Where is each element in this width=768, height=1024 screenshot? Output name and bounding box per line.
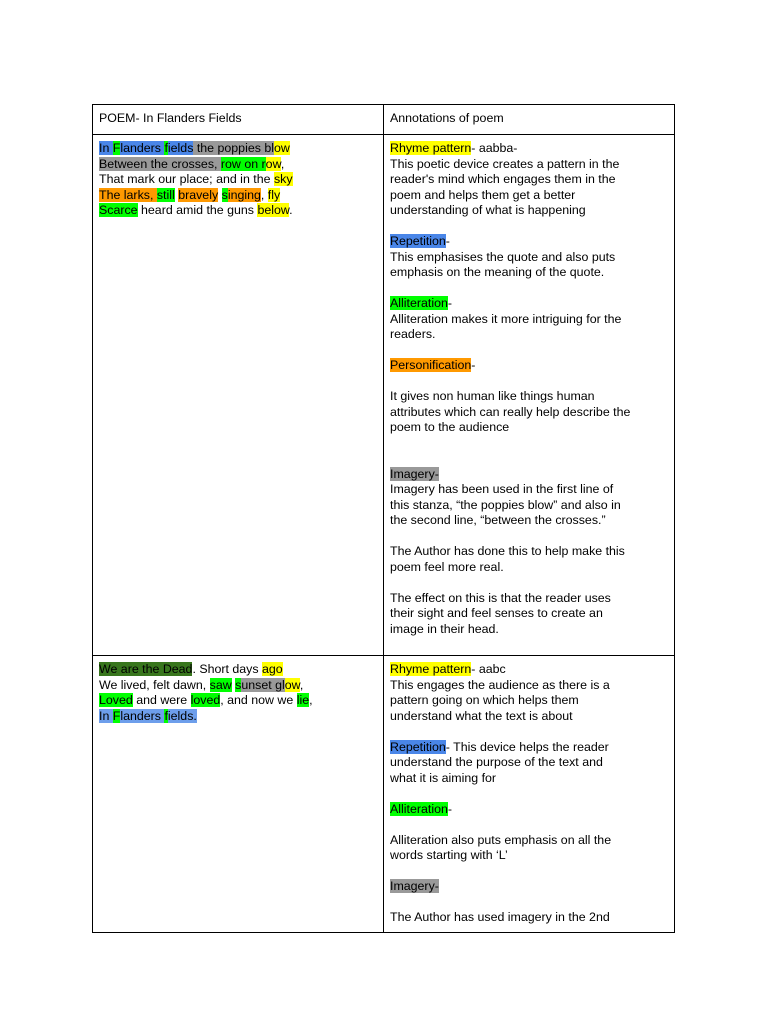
stanza-row-1 (93, 135, 675, 656)
personification-suffix: - (471, 358, 476, 372)
poem-header-cell (93, 105, 384, 135)
rhyme-label: Rhyme pattern (390, 141, 472, 155)
alliteration-label: Alliteration (390, 801, 448, 816)
alliteration-text-line: Alliteration makes it more intriguing for the (390, 311, 622, 326)
poem-segment: ields (167, 141, 194, 155)
rhyme-text-line: reader's mind which engages them in the (390, 172, 616, 186)
poem-segment: We are the Dead (99, 662, 193, 676)
poem-segment: unset gl (241, 677, 285, 692)
poem-segment: ow (274, 141, 290, 155)
alliteration-text-line: words starting with ‘L’ (390, 848, 508, 862)
author-text-line: The Author has done this to help make this (390, 544, 625, 558)
poem-segment: fly (267, 187, 281, 202)
imagery-heading (390, 879, 668, 895)
repetition-heading (390, 234, 668, 250)
poem-segment: s (221, 187, 228, 202)
poem-segment: f (164, 708, 168, 723)
rhyme-heading (390, 662, 668, 678)
poem-segment: , (260, 187, 268, 202)
rhyme-label: Rhyme pattern (390, 662, 472, 676)
stanza-2-cell (93, 656, 384, 933)
imagery-text-line: the second line, “between the crosses.” (390, 513, 606, 527)
imagery-label: Imagery- (390, 466, 439, 481)
poem-line (99, 693, 377, 709)
poem-line (99, 141, 377, 157)
poem-segment: loved (190, 693, 221, 707)
poem-line (99, 172, 377, 188)
rhyme-text-line: understand what the text is about (390, 708, 573, 723)
annotation-table (92, 104, 675, 933)
rhyme-text-line: poem and helps them get a better (390, 187, 576, 202)
poem-segment: We lived, felt dawn, (99, 677, 210, 692)
personification-text-line: poem to the audience (390, 420, 510, 434)
imagery-text-line: this stanza, “the poppies blow” and also in (390, 497, 621, 512)
personification-heading (390, 358, 668, 374)
poem-segment: Between the crosses, (99, 156, 221, 171)
stanza-1-text (99, 141, 377, 219)
poem-segment: ields. (167, 708, 197, 723)
poem-segment: row on r (220, 156, 266, 171)
imagery-text-line: Imagery has been used in the first line of (390, 482, 614, 496)
rhyme-heading (390, 141, 668, 157)
poem-segment: and were (132, 693, 191, 707)
poem-segment: , (280, 156, 285, 171)
poem-segment: The larks, (99, 187, 157, 202)
repetition-text-line: This emphasises the quote and also puts (390, 249, 616, 264)
rhyme-value: - aabba- (471, 141, 518, 155)
alliteration-suffix: - (447, 296, 452, 310)
author-text-line: poem feel more real. (390, 559, 504, 574)
poem-segment: ago (262, 662, 283, 676)
annotation-header-cell (384, 105, 675, 135)
poem-segment: ow (265, 156, 281, 171)
poem-line (99, 709, 377, 725)
poem-header: POEM- In Flanders Fields (99, 111, 242, 125)
stanza-1-cell (93, 135, 384, 656)
poem-segment: lie (296, 693, 310, 707)
annotation-2-cell (384, 656, 675, 933)
poem-segment: still (156, 187, 175, 202)
poem-segment: bravely (178, 187, 219, 202)
rhyme-text-line: This engages the audience as there is a (390, 677, 610, 692)
imagery-text-line: The Author has used imagery in the 2nd (390, 910, 610, 924)
poem-segment: F (112, 141, 121, 155)
repetition-text-first: - This device helps the reader (445, 739, 609, 754)
poem-segment: Scarce (99, 203, 138, 217)
effect-text-line: image in their head. (390, 621, 499, 636)
poem-segment: Loved (99, 693, 133, 707)
alliteration-text-line: Alliteration also puts emphasis on all the (390, 832, 612, 847)
repetition-label: Repetition (390, 234, 446, 248)
alliteration-heading (390, 296, 668, 312)
repetition-label: Repetition (390, 739, 446, 754)
annotation-header: Annotations of poem (390, 111, 504, 125)
imagery-heading (390, 467, 668, 483)
poem-segment: heard amid the guns (137, 203, 258, 217)
poem-segment: landers (120, 141, 161, 155)
poem-segment: , and now we (220, 693, 297, 707)
poem-segment: f (164, 141, 168, 155)
poem-line (99, 203, 377, 219)
poem-segment: below (257, 203, 290, 217)
poem-segment: . Short days (192, 662, 263, 676)
poem-segment: That mark our place; and in the (99, 172, 274, 186)
repetition-text-line: emphasis on the meaning of the quote. (390, 265, 605, 279)
repetition-text-line: understand the purpose of the text and (390, 755, 603, 769)
poem-segment: inging (227, 187, 261, 202)
poem-line (99, 678, 377, 694)
effect-text-line: The effect on this is that the reader uses (390, 590, 611, 605)
poem-segment: sky (273, 172, 293, 186)
poem-segment: ow (284, 677, 300, 692)
personification-text-line: It gives non human like things human (390, 389, 595, 403)
poem-line (99, 157, 377, 173)
poem-segment: saw (209, 677, 232, 692)
alliteration-heading (390, 802, 668, 818)
imagery-label: Imagery- (390, 879, 439, 893)
poem-line (99, 662, 377, 678)
poem-segment: landers (120, 708, 165, 723)
rhyme-text-line: pattern going on which helps them (390, 693, 579, 707)
personification-label: Personification (390, 358, 472, 372)
alliteration-suffix: - (447, 801, 452, 816)
poem-segment: the poppies bl (193, 141, 274, 155)
rhyme-text-line: This poetic device creates a pattern in the (390, 156, 620, 171)
poem-segment: F (112, 708, 121, 723)
effect-text-line: their sight and feel senses to create an (390, 606, 603, 620)
alliteration-text-line: readers. (390, 327, 436, 341)
rhyme-text-line: understanding of what is happening (390, 203, 586, 217)
poem-segment: s (235, 677, 242, 692)
alliteration-label: Alliteration (390, 296, 448, 310)
rhyme-value: - aabc (471, 662, 506, 676)
stanza-2-text (99, 662, 377, 724)
poem-segment: In (99, 708, 113, 723)
annotation-1-cell (384, 135, 675, 656)
header-row (93, 105, 675, 135)
poem-line (99, 188, 377, 204)
poem-segment: In (99, 141, 113, 155)
repetition-suffix: - (445, 234, 450, 248)
repetition-text-line: what it is aiming for (390, 770, 497, 785)
poem-segment: , (309, 693, 313, 707)
personification-text-line: attributes which can really help describe the (390, 404, 631, 419)
stanza-row-2 (93, 656, 675, 933)
repetition-heading (390, 740, 668, 756)
poem-segment: . (289, 203, 293, 217)
poem-segment: , (299, 677, 304, 692)
